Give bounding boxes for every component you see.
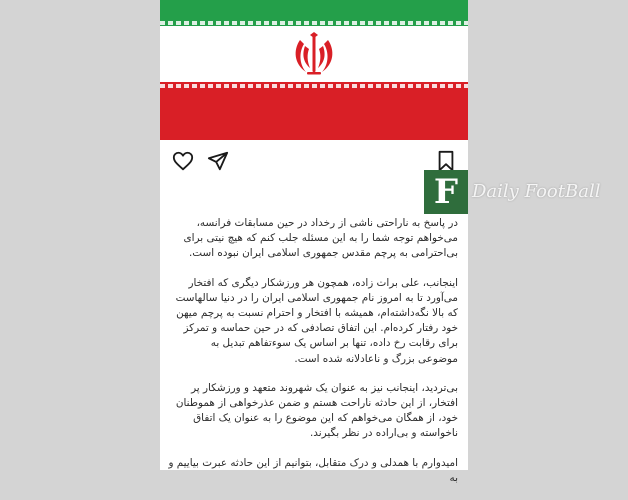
emblem-icon [291, 32, 337, 76]
flag-kufic-border-bottom [160, 84, 468, 88]
send-icon [207, 150, 229, 172]
caption-paragraph: بی‌تردید، اینجانب نیز به عنوان یک شهروند متعهد و ورزشکار پر افتخار، از این حادثه ناراحت هستم و ضمن عذرخواهی از هموطنان خود، از همگان می‌خواهم که این موضوع را به عنوان یک اتفاق ناخواسته و بی‌اراده در نظر بگیرند. [175, 381, 458, 440]
post-caption [168, 216, 458, 500]
watermark [424, 170, 624, 216]
like-button[interactable] [172, 150, 194, 172]
flag-red-band [160, 82, 468, 140]
heart-icon [172, 150, 194, 172]
bookmark-icon [435, 150, 457, 172]
watermark-logo: F [424, 170, 468, 214]
post-action-bar [160, 146, 468, 174]
flag-kufic-border-top [160, 21, 468, 25]
caption-paragraph: در پاسخ به ناراحتی ناشی از رخداد در حین مسابقات فرانسه، می‌خواهم توجه شما را به این مسئله جلب کنم که هیچ نیتی برای بی‌احترامی به پرچم مقدس جمهوری اسلامی ایران نبوده است. [183, 217, 458, 260]
instagram-post [160, 0, 468, 484]
caption-paragraph: اینجانب، علی برات زاده، همچون هر ورزشکار دیگری که افتخار می‌آورد تا به امروز نام جمهوری اسلامی ایران را در دنیا سالهاست که بالا نگه‌داشته‌ام، همیشه با افتخار و احترام نسبت به پرچم میهن خود رفتار کرده‌ام. این اتفاق تصادفی که در حین حماسه و تمرکز برای رقابت رخ داده، تنها بر اساس یک سوء‌تفاهم تبدیل به موضوعی بزرگ و ناعادلانه شده است. [175, 276, 458, 365]
share-button[interactable] [207, 150, 229, 172]
caption-paragraph: امیدوارم با همدلی و درک متقابل، بتوانیم از این حادثه عبرت بیاییم و به [168, 456, 458, 484]
post-image-flag[interactable] [160, 0, 468, 140]
watermark-text: Daily FootBall [472, 181, 601, 202]
save-button[interactable] [435, 150, 457, 172]
